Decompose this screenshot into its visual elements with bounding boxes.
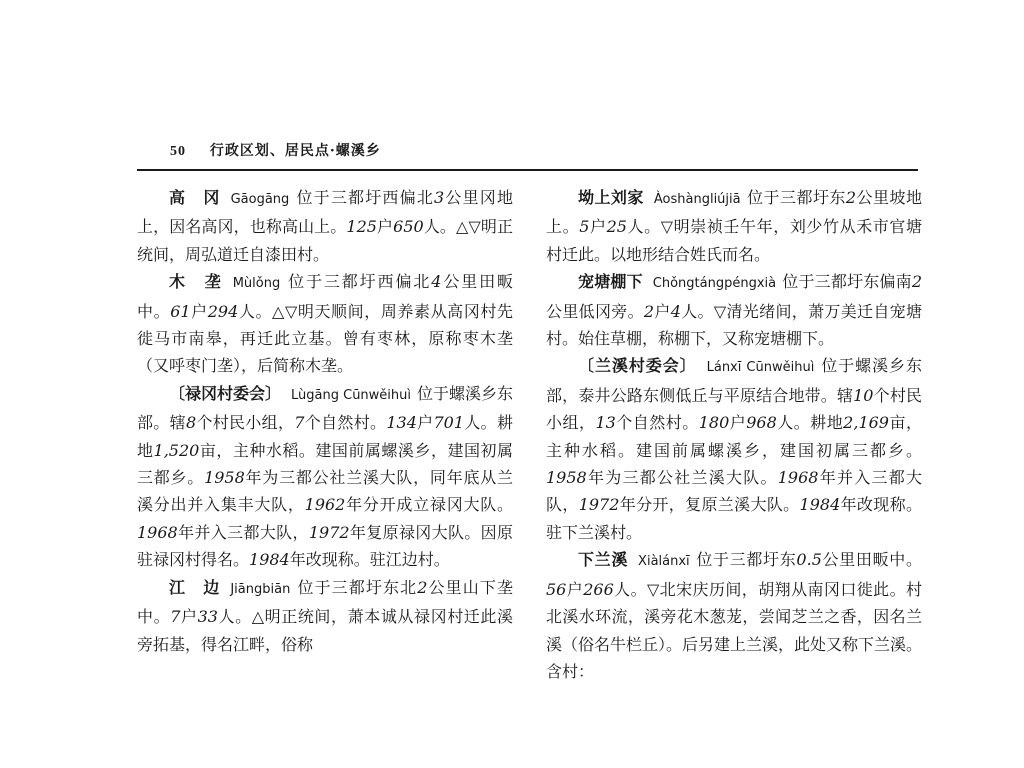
entry-text: 年复原禄冈大队。因原驻禄冈村得名。 xyxy=(137,522,513,570)
section-title: 行政区划、居民点·螺溪乡 xyxy=(209,143,381,159)
entry-number: 1968 xyxy=(777,468,819,488)
entry-text: 个村民小组， xyxy=(546,385,922,433)
entry-text: 户 xyxy=(566,579,584,599)
entry-pinyin: Jiāngbiān xyxy=(230,581,291,597)
entry-paragraph xyxy=(546,546,922,685)
entry-number: 5 xyxy=(579,217,590,237)
entry-text: 年改现称。驻下兰溪村。 xyxy=(546,495,922,542)
entry-number: 4 xyxy=(431,272,442,292)
entry-text: 人。△明正统间，萧本诚从禄冈村迁此溪旁拓基，得名江畔，俗称 xyxy=(137,607,513,654)
entry-text: 年为三都公社兰溪大队。 xyxy=(586,468,778,488)
running-header xyxy=(170,140,381,160)
page-number: 50 xyxy=(170,144,186,159)
entry-number: 2 xyxy=(417,577,428,597)
entry-headword: 〔兰溪村委会〕 xyxy=(578,356,697,376)
entry-text: 户 xyxy=(416,413,434,433)
entry-number: 968 xyxy=(746,413,777,433)
entry-number: 1984 xyxy=(799,495,841,515)
entry-text: 年并入三都大队， xyxy=(177,522,309,542)
entry-headword: 下兰溪 xyxy=(578,550,629,570)
entry-text: 公里田畈中。 xyxy=(821,550,922,570)
entry-number: 2 xyxy=(911,272,922,292)
entry-text: 户 xyxy=(729,413,747,433)
entry-text: 年为三都公社兰溪大队，同年底从兰溪分出并入集丰大队， xyxy=(137,468,513,515)
entry-number: 10 xyxy=(853,385,874,405)
entry-text: 年并入三都大队， xyxy=(546,468,922,515)
entry-text: 人。▽明崇祯壬午年，刘少竹从禾市官塘村迁此。以地形结合姓氏而名。 xyxy=(546,217,922,264)
entry-number: 2 xyxy=(845,188,857,207)
entry-text: 人。△▽明正统间，周弘道迁自漆田村。 xyxy=(137,217,513,264)
entry-number: 134 xyxy=(386,413,417,433)
entry-paragraph xyxy=(137,184,513,268)
entry-text: 位于三都圩东 xyxy=(746,188,846,207)
entry-paragraph xyxy=(137,574,513,658)
entry-text: 位于螺溪乡东部，泰井公路东侧低丘与平原结合地带。辖 xyxy=(546,356,922,405)
entry-number: 650 xyxy=(393,217,424,237)
entry-number: 13 xyxy=(595,413,616,433)
entry-text: 年改现称。驻江边村。 xyxy=(289,550,450,570)
left-column xyxy=(137,184,513,658)
entry-paragraph xyxy=(137,268,513,380)
entry-text: 人。▽清光绪间，萧万美迁自宠塘村。始住草棚，称棚下，又称宠塘棚下。 xyxy=(546,301,922,349)
entry-number: 1972 xyxy=(578,495,620,515)
entry-paragraph xyxy=(546,352,922,546)
entry-text: 亩，主种水稻。建国前属螺溪乡，建国初属三都乡。 xyxy=(137,440,513,488)
entry-headword: 江 边 xyxy=(169,577,221,597)
entry-number: 180 xyxy=(698,413,730,433)
entry-number: 1968 xyxy=(137,522,178,542)
entry-number: 125 xyxy=(346,217,377,237)
entry-text: 位于三都圩西偏北 xyxy=(286,272,432,292)
entry-text: 年分开成立禄冈大队。 xyxy=(345,495,513,515)
entry-pinyin: Chǒngtángpéngxià xyxy=(652,276,777,292)
entry-text: 位于三都圩东北 xyxy=(296,577,418,597)
entry-text: 户 xyxy=(180,607,198,627)
entry-text: 位于螺溪乡东部。辖 xyxy=(137,383,514,433)
entry-number: 294 xyxy=(207,301,239,321)
entry-headword: 坳上刘家 xyxy=(578,188,644,207)
entry-number: 2 xyxy=(643,301,655,321)
entry-headword: 木 垄 xyxy=(169,272,223,292)
entry-number: 701 xyxy=(433,413,465,433)
entry-number: 61 xyxy=(170,301,191,321)
entry-number: 1972 xyxy=(308,522,350,542)
entry-text: 户 xyxy=(654,301,671,321)
entry-pinyin: Gāogāng xyxy=(230,192,290,207)
entry-number: 0.5 xyxy=(796,550,822,570)
entry-text: 人。△▽明天顺间，周养素从高冈村先徙马市南皋，再迁此立基。曾有枣林，原称枣木垄（又呼枣门垄），后简称木垄。 xyxy=(137,301,513,376)
entry-number: 1962 xyxy=(304,495,346,515)
entry-text: 人。耕地 xyxy=(776,413,844,433)
entry-pinyin: Lùgāng Cūnwěihuì xyxy=(291,387,411,403)
entry-text: 个自然村。 xyxy=(615,413,699,433)
entry-pinyin: Xiàlánxī xyxy=(638,554,690,570)
entry-number: 4 xyxy=(670,301,681,321)
entry-headword: 高 冈 xyxy=(169,188,221,207)
entry-number: 33 xyxy=(197,607,218,627)
entry-number: 1958 xyxy=(546,468,587,488)
entry-number: 1958 xyxy=(204,468,245,488)
entry-paragraph xyxy=(546,268,922,352)
entry-text: 年分开，复原兰溪大队。 xyxy=(619,495,800,515)
entry-number: 1984 xyxy=(249,550,290,570)
entry-headword: 宠塘棚下 xyxy=(578,272,643,292)
entry-pinyin: Mùlǒng xyxy=(232,276,281,292)
entry-pinyin: Lánxī Cūnwěihuì xyxy=(706,360,815,376)
entry-text: 亩，主种水稻。建国前属螺溪乡，建国初属三都乡。 xyxy=(546,413,922,460)
entry-number: 7 xyxy=(170,607,181,627)
entry-text: 公里冈地上，因名高冈，也称高山上。 xyxy=(137,188,513,237)
entry-text: 户 xyxy=(190,301,208,321)
entry-number: 1,520 xyxy=(153,440,200,460)
entry-paragraph xyxy=(137,380,513,574)
entry-text: 位于三都圩西偏北 xyxy=(295,188,435,207)
entry-paragraph xyxy=(546,184,922,268)
entry-text: 公里坡地上。 xyxy=(546,188,922,237)
entry-text: 人。▽北宋庆历间，胡翔从南冈口徙此。村北溪水环流，溪旁花木葱茏，尝闻芝兰之香，因名兰溪（俗名牛栏丘）。后另建上兰溪，此处又称下兰溪。含村： xyxy=(546,579,923,681)
entry-text: 户 xyxy=(376,217,394,237)
entry-text: 公里田畈中。 xyxy=(137,272,513,321)
entry-text: 个自然村。 xyxy=(304,413,387,433)
entry-number: 266 xyxy=(583,579,614,599)
header-rule xyxy=(137,169,918,171)
entry-number: 3 xyxy=(434,188,445,207)
entry-number: 56 xyxy=(546,579,567,599)
entry-number: 8 xyxy=(185,413,197,433)
entry-text: 户 xyxy=(589,217,607,237)
entry-number: 7 xyxy=(294,413,305,433)
entry-text: 公里山下垄中。 xyxy=(137,577,513,627)
entry-text: 位于三都圩东 xyxy=(695,550,797,570)
entry-text: 公里低冈旁。 xyxy=(546,301,644,321)
right-column xyxy=(546,184,922,685)
entry-text: 人。耕地 xyxy=(137,413,513,460)
entry-headword: 〔禄冈村委会〕 xyxy=(169,383,282,403)
entry-text: 个村民小组， xyxy=(196,413,295,433)
entry-number: 2,169 xyxy=(843,413,889,433)
entry-text: 位于三都圩东偏南 xyxy=(782,272,912,292)
entry-pinyin: Àoshàngliújiā xyxy=(653,192,741,207)
entry-number: 25 xyxy=(606,217,627,237)
